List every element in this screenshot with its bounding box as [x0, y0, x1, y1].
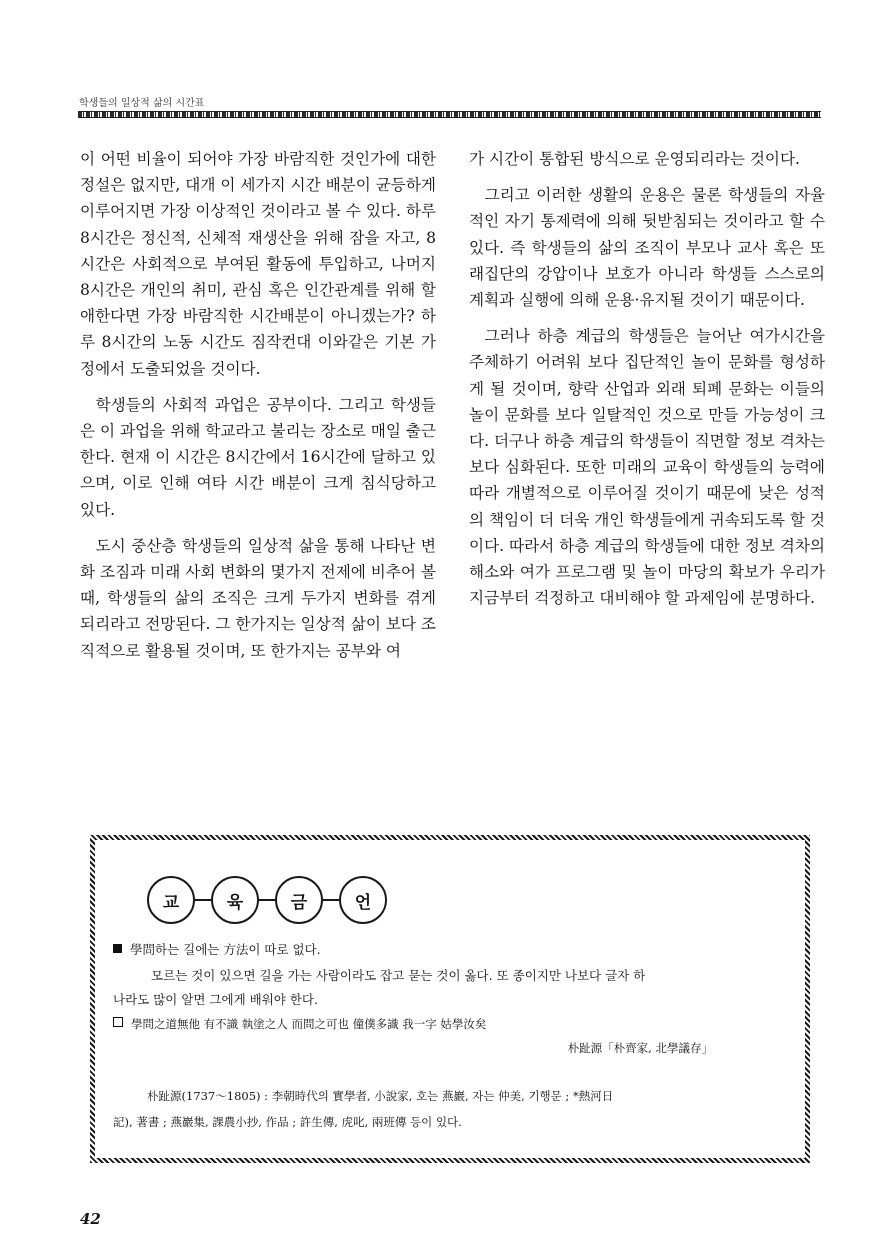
right-column [469, 146, 825, 611]
right-paragraph-2: 그리고 이러한 생활의 운용은 물론 학생들의 자율적인 자기 통제력에 의해 뒷받침되는 것이라고 할 수 있다. 즉 학생들의 삶의 조직이 부모나 교사 혹은 또래집단의 강압이나 보호가 아니라 학생들 스스로의 계획과 실행에 의해 운용·유지될 것이기 때문이다. [469, 186, 825, 310]
filled-square-icon [113, 944, 122, 953]
left-paragraph-2: 학생들의 사회적 과업은 공부이다. 그리고 학생들은 이 과업을 위해 학교라고 불리는 장소로 매일 출근한다. 현재 이 시간은 8시간에서 16시간에 달하고 있으며, 이로 인해 여타 시간 배분이 크게 침식당하고 있다. [80, 395, 436, 519]
empty-square-icon [113, 1017, 123, 1027]
quote-box [90, 835, 810, 1163]
quote-original-text: 學問之道無他 有不識 執塗之人 而問之可也 僮僕多識 我一字 姑學汝矣 [131, 1017, 487, 1031]
page-number: 42 [80, 1210, 101, 1228]
badge-circle: 금 [275, 876, 323, 924]
quote-original [113, 1014, 785, 1034]
right-paragraph-1: 가 시간이 통합된 방식으로 운영되리라는 것이다. [469, 150, 801, 168]
quote-heading-text: 學問하는 길에는 方法이 따로 없다. [130, 942, 321, 957]
header-rule [78, 111, 821, 118]
left-paragraph-1: 이 어떤 비율이 되어야 가장 바람직한 것인가에 대한 정설은 없지만, 대개 이 세가지 시간 배분이 균등하게 이루어지면 가장 이상적인 것이라고 볼 수 있다. 하루 8시간은 정신적, 신체적 재생산을 위해 잠을 자고, 8시간은 사회적으로 부여된 활동에 투입하고, 나머지 8시간은 개인의 취미, 관심 혹은 인간관계를 위해 할애한다면 가장 바람직한 시간배분이 아니겠는가? 하루 8시간의 노동 시간도 짐작컨대 이와같은 기본 가정에서 도출되었을 것이다. [80, 150, 436, 378]
badge-circle: 언 [339, 876, 387, 924]
badge-circle: 교 [147, 876, 195, 924]
badge-connector [257, 899, 275, 901]
author-note-line-1: 朴趾源(1737～1805) : 李朝時代의 實學者, 小說家, 호는 燕巖, 자는 仲美, 기행문 ; *熱河日 [147, 1089, 614, 1103]
badge-connector [321, 899, 339, 901]
quote-heading [113, 940, 785, 960]
left-column [80, 146, 436, 664]
quote-body-line-1: 모르는 것이 있으면 길을 가는 사람이라도 잡고 묻는 것이 옳다. 또 종이지만 나보다 글자 하 [151, 968, 646, 983]
badge-connector [193, 899, 211, 901]
right-paragraph-3: 그러나 하층 계급의 학생들은 늘어난 여가시간을 주체하기 어려워 보다 집단적인 놀이 문화를 형성하게 될 것이며, 향락 산업과 외래 퇴폐 문화는 이들의 놀이 문화를 보다 일탈적인 것으로 만들 가능성이 크다. 더구나 하층 계급의 학생들이 직면할 정보 격차는 보다 심화된다. 또한 미래의 교육이 학생들의 능력에 따라 개별적으로 이루어질 것이기 때문에 낮은 성적의 책임이 더 더욱 개인 학생들에게 귀속되도록 할 것이다. 따라서 하층 계급의 학생들에 대한 정보 격차의 해소와 여가 프로그램 및 놀이 마당의 확보가 우리가 지금부터 걱정하고 대비해야 할 과제임에 분명하다. [469, 327, 825, 608]
quote-source: 朴趾源「朴齊家, 北學議存」 [567, 1041, 713, 1055]
author-note-line-2: 記), 著書 ; 燕巖集, 課農小抄, 作品 ; 許生傳, 虎叱, 兩班傳 등이 있다. [113, 1115, 462, 1129]
left-paragraph-3: 도시 중산층 학생들의 일상적 삶을 통해 나타난 변화 조짐과 미래 사회 변화의 몇가지 전제에 비추어 볼 때, 학생들의 삶의 조직은 크게 두가지 변화를 겪게 되리라고 전망된다. 그 한가지는 일상적 삶이 보다 조직적으로 활용될 것이며, 또 한가지는 공부와 여 [80, 536, 436, 660]
running-title: 학생들의 일상적 삶의 시간표 [79, 98, 205, 109]
badge-circle: 육 [211, 876, 259, 924]
quote-body-line-2: 나라도 많이 알면 그에게 배워야 한다. [113, 992, 318, 1007]
badge-row [147, 876, 407, 924]
